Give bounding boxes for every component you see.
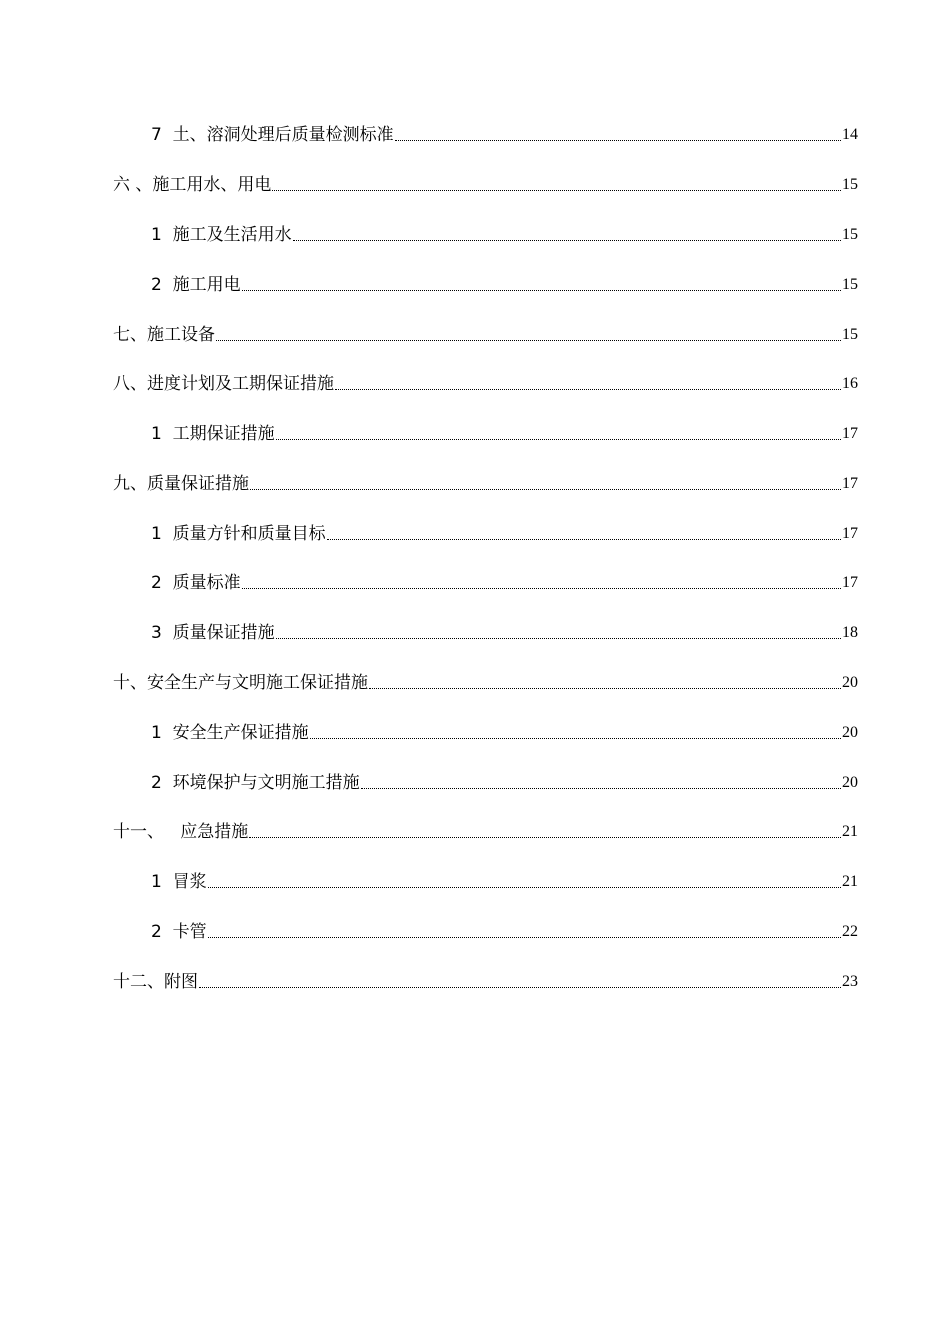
toc-page-number: 22 — [842, 923, 858, 940]
toc-entry[interactable] — [151, 271, 858, 295]
toc-entry[interactable] — [113, 370, 858, 394]
toc-leader-dots — [242, 587, 841, 589]
toc-page-number: 15 — [842, 276, 858, 293]
toc-leader-dots — [242, 289, 841, 291]
toc-entry[interactable] — [113, 321, 858, 345]
toc-page-number: 20 — [842, 674, 858, 691]
toc-entry-label: 1 安全生产保证措施 — [151, 723, 309, 743]
toc-entry[interactable] — [151, 569, 858, 593]
toc-entry-label: 2 环境保护与文明施工措施 — [151, 773, 360, 793]
toc-entry[interactable] — [151, 121, 858, 145]
toc-page-number: 23 — [842, 973, 858, 990]
toc-leader-dots — [369, 687, 841, 689]
toc-entry[interactable] — [151, 868, 858, 892]
toc-page-number: 17 — [842, 425, 858, 442]
toc-entry-label: 2 质量标准 — [151, 573, 241, 593]
toc-leader-dots — [216, 339, 841, 341]
toc-page-number: 17 — [842, 475, 858, 492]
toc-page-number: 17 — [842, 574, 858, 591]
toc-entry-label: 2 施工用电 — [151, 275, 241, 295]
toc-leader-dots — [361, 787, 841, 789]
toc-entry-label: 八、进度计划及工期保证措施 — [113, 374, 334, 394]
toc-entry-label: 十、安全生产与文明施工保证措施 — [113, 673, 368, 693]
toc-page-number: 21 — [842, 873, 858, 890]
toc-leader-dots — [199, 986, 841, 988]
toc-entry-label: 1 工期保证措施 — [151, 424, 275, 444]
toc-entry[interactable] — [113, 470, 858, 494]
toc-entry[interactable] — [113, 968, 858, 992]
toc-entry-label: 九、质量保证措施 — [113, 474, 249, 494]
toc-leader-dots — [335, 388, 841, 390]
toc-leader-dots — [249, 836, 841, 838]
toc-leader-dots — [272, 189, 841, 191]
toc-leader-dots — [293, 239, 841, 241]
toc-entry[interactable] — [151, 520, 858, 544]
toc-entry-label: 7 土、溶洞处理后质量检测标准 — [151, 125, 394, 145]
toc-page-number: 20 — [842, 724, 858, 741]
toc-page-number: 14 — [842, 126, 858, 143]
toc-page-number: 20 — [842, 774, 858, 791]
toc-page-number: 17 — [842, 525, 858, 542]
toc-entry-label: 十二、附图 — [113, 972, 198, 992]
toc-leader-dots — [327, 538, 841, 540]
toc-entry-label: 六 、施工用水、用电 — [113, 175, 272, 195]
toc-page-number: 15 — [842, 176, 858, 193]
toc-entry[interactable] — [151, 420, 858, 444]
toc-leader-dots — [276, 438, 841, 440]
toc-entry-label: 1 冒浆 — [151, 872, 207, 892]
toc-leader-dots — [310, 737, 841, 739]
toc-page-number: 21 — [842, 823, 858, 840]
toc-entry[interactable] — [151, 769, 858, 793]
toc-entry[interactable] — [113, 171, 858, 195]
toc-page-number: 15 — [842, 226, 858, 243]
toc-entry-label: 2 卡管 — [151, 922, 207, 942]
toc-page-number: 15 — [842, 326, 858, 343]
toc-entry-label: 七、施工设备 — [113, 325, 215, 345]
toc-entry-label: 十一、 应急措施 — [113, 822, 249, 842]
toc-leader-dots — [208, 936, 841, 938]
toc-entry-label: 3 质量保证措施 — [151, 623, 275, 643]
toc-page-number: 18 — [842, 624, 858, 641]
toc-entry[interactable] — [113, 818, 858, 842]
toc-entry[interactable] — [151, 221, 858, 245]
toc-entry[interactable] — [151, 719, 858, 743]
toc-leader-dots — [250, 488, 841, 490]
toc-entry[interactable] — [113, 669, 858, 693]
toc-leader-dots — [276, 637, 841, 639]
toc-entry[interactable] — [151, 619, 858, 643]
toc-leader-dots — [208, 886, 841, 888]
toc-page-number: 16 — [842, 375, 858, 392]
toc-entry[interactable] — [151, 918, 858, 942]
toc-entry-label: 1 施工及生活用水 — [151, 225, 292, 245]
toc-entry-label: 1 质量方针和质量目标 — [151, 524, 326, 544]
toc-leader-dots — [395, 139, 841, 141]
